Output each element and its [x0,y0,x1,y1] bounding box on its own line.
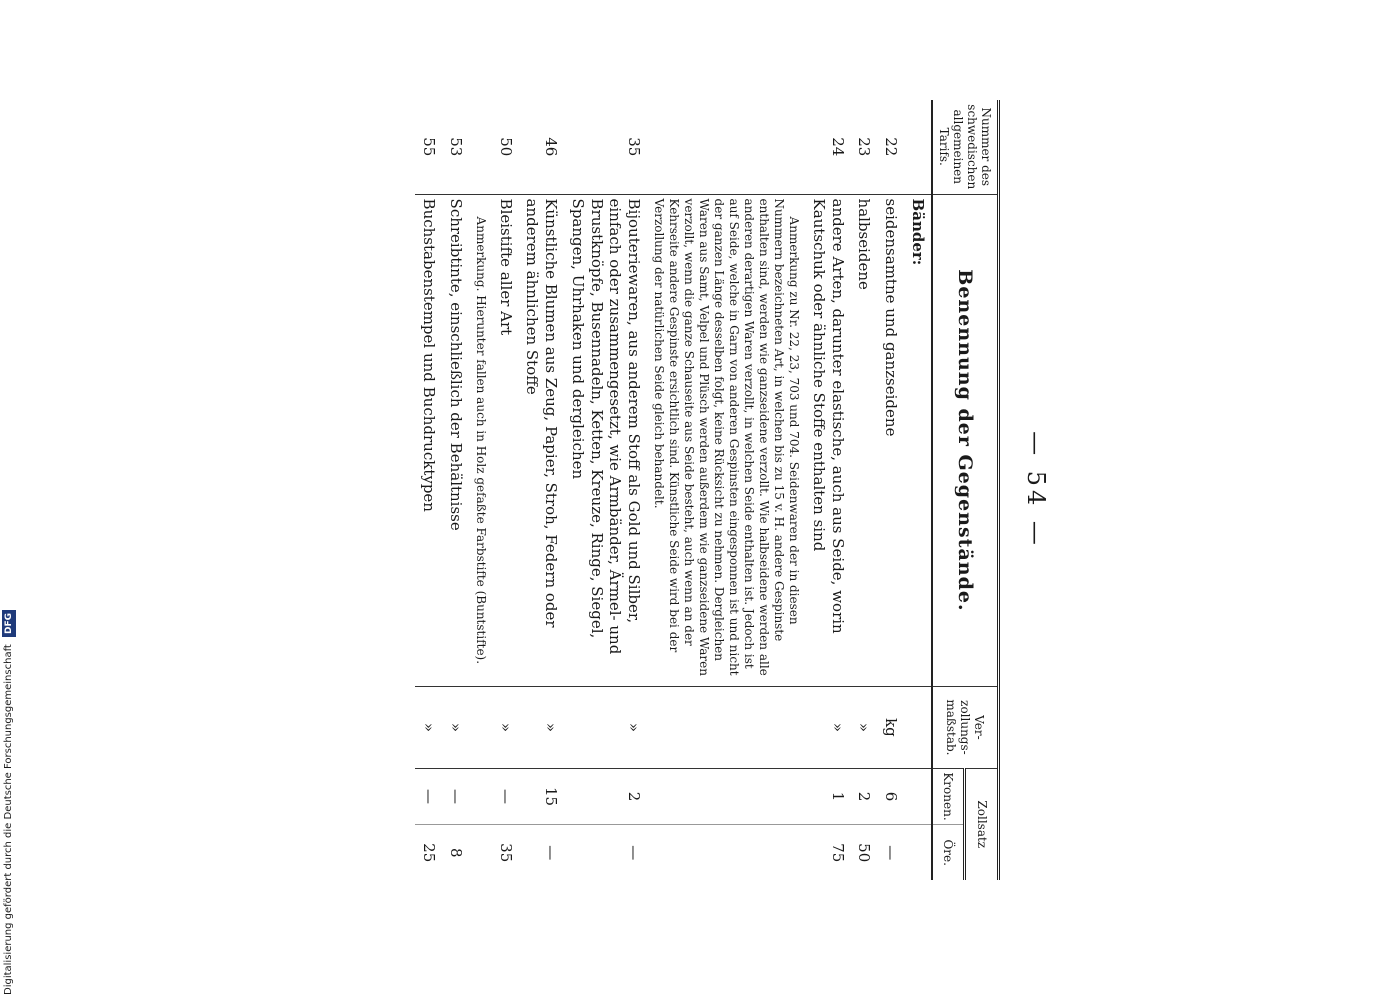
row-unit [469,687,492,768]
table-row [492,100,519,880]
table-row [416,100,443,880]
row-unit: » [492,687,519,768]
row-description: Bleistifte aller Art [492,194,519,687]
row-unit [904,687,932,768]
row-oere [647,825,805,880]
page-number: — 54 — [1022,431,1050,549]
row-unit: » [519,687,565,768]
table-header-row [965,100,999,880]
row-kronen [904,768,932,825]
page-content [155,90,1050,890]
row-number [647,100,805,194]
row-unit: » [564,687,647,768]
row-number [469,100,492,194]
header-name: Benennung der Gegenstände. [932,194,999,687]
row-kronen [647,768,805,825]
row-unit: » [442,687,469,768]
row-unit: » [416,687,443,768]
row-number: 46 [519,100,565,194]
row-unit: kg [878,687,905,768]
dfg-logo: DFG [2,610,16,637]
table-row [647,100,805,880]
row-number: 23 [851,100,878,194]
table-row [442,100,469,880]
table-body [416,100,933,880]
table-row [564,100,647,880]
header-number: Nummer des schwedischen allgemeinen Tarifs. [932,100,999,194]
row-description: andere Arten, darunter elastische, auch aus Seide, worin Kautschuk oder ähnliche Stoffe enthalten sind [805,194,851,687]
row-number [904,100,932,194]
row-kronen: — [416,768,443,825]
row-oere [469,825,492,880]
row-number: 22 [878,100,905,194]
row-unit: » [805,687,851,768]
header-oere: Öre. [932,825,965,880]
row-number: 24 [805,100,851,194]
row-description: Künstliche Blumen aus Zeug, Papier, Stroh, Federn oder anderem ähnlichen Stoffe [519,194,565,687]
rotated-page [155,90,1050,890]
row-kronen: — [492,768,519,825]
table-row [469,100,492,880]
row-oere: 75 [828,843,847,863]
row-kronen: — [442,768,469,825]
row-oere: 25 [420,843,439,863]
table-row [851,100,878,880]
row-oere: 50 [855,843,874,863]
row-oere: — [882,845,901,861]
row-kronen: 1 [805,768,851,825]
table-row [805,100,851,880]
header-unit: Ver- zollungs- maßstab. [932,687,999,768]
digitization-credit [0,605,18,995]
credit-text: Digitalisierung gefördert durch die Deutsche Forschungsgemeinschaft [3,644,14,995]
table-row [519,100,565,880]
table-row [878,100,905,880]
row-description: seidensamtne und ganzseidene [878,194,905,687]
row-number: 35 [564,100,647,194]
row-description: halbseidene [851,194,878,687]
row-number: 50 [492,100,519,194]
row-oere [904,825,932,880]
row-description: Bijouteriewaren, aus anderem Stoff als Gold und Silber, einfach oder zusammengesetzt, wie Armbänder, Ärmel- und Brustknöpfe, Busennadeln, Ketten, Kreuze, Ringe, Siegel, Spangen, Uhrhaken und dergleichen [564,194,647,687]
row-description: Anmerkung zu Nr. 22, 23, 703 und 704. Seidenwaren der in diesen Nummern bezeichneten Art, in welchen bis zu 15 v. H. andere Gespinste enthalten sind, werden wie ganzseidene verzollt. Wie halbseidene werden alle anderen derartigen Waren verzollt, in welchen Seide enthalten ist. Jedoch ist auf Seide, welche in Garn von anderen Gespinsten eingesponnen ist und nicht der ganzen Länge desselben folgt, keine Rücksicht zu nehmen. Dergleichen Waren aus Samt, Velpel und Plüsch werden außerdem wie ganzseidene Waren verzollt, wenn die ganze Schauseite aus Seide besteht, auch wenn an der Kehrseite andere Gespinste ersichtlich sind. Künstliche Seide wird bei der Verzollung der natürlichen Seide gleich behandelt. [647,194,805,687]
row-oere: 35 [496,843,515,863]
row-kronen [469,768,492,825]
header-kronen: Kronen. [932,768,965,825]
row-description: Anmerkung. Hierunter fallen auch in Holz gefaßte Farbstifte (Buntstifte). [469,194,492,687]
row-kronen: 2 [564,768,647,825]
row-oere: — [625,845,644,861]
header-rate: Zollsatz [965,768,999,880]
row-kronen: 15 [519,768,565,825]
row-description: Bänder: [904,194,932,687]
row-kronen: 6 [878,768,905,825]
row-kronen: 2 [851,768,878,825]
row-number: 55 [416,100,443,194]
row-description: Schreibtinte, einschließlich der Behältnisse [442,194,469,687]
tariff-table [416,100,1001,880]
row-unit [647,687,805,768]
row-number: 53 [442,100,469,194]
row-oere: 8 [447,847,465,858]
row-unit: » [851,687,878,768]
table-row [904,100,932,880]
row-description: Buchstabenstempel und Buchdrucktypen [416,194,443,687]
row-oere: — [542,845,561,861]
